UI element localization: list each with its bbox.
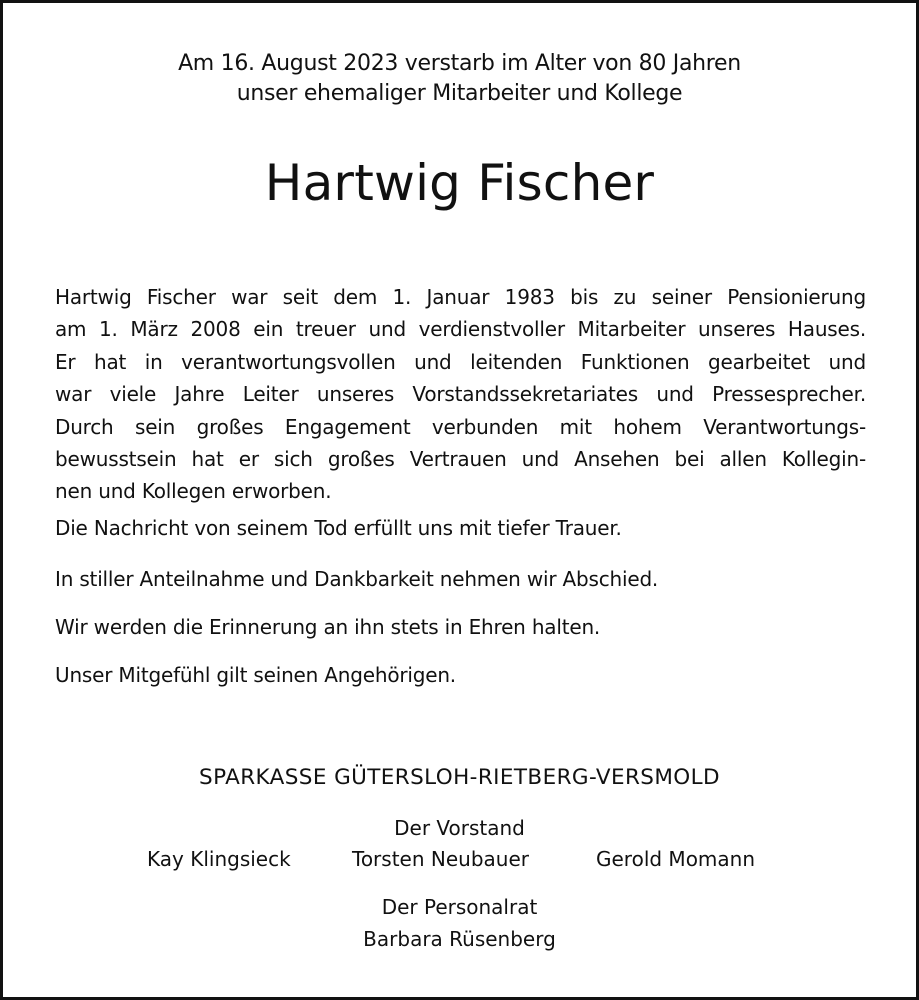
mourning-sentence: Die Nachricht von seinem Tod erfüllt uns mit tiefer Trauer.: [55, 516, 622, 540]
career-paragraph-line: Hartwig Fischer war seit dem 1. Januar 1983 bis zu seiner Pensionierung: [55, 285, 866, 309]
board-member-name: Kay Klingsieck: [147, 847, 291, 871]
career-paragraph: [55, 281, 866, 508]
intro-line-role: unser ehemaliger Mitarbeiter und Kollege: [236, 81, 683, 106]
deceased-name: Hartwig Fischer: [264, 154, 655, 212]
intro-line-date-age: Am 16. August 2023 verstarb im Alter von 80 Jahren: [178, 51, 741, 76]
career-paragraph-line: Durch sein großes Engagement verbunden mit hohem Verantwortungs-: [55, 414, 866, 439]
staff-council-label: Der Personalrat: [381, 895, 538, 919]
board-member-name: Torsten Neubauer: [352, 847, 529, 871]
sympathy-sentence: Unser Mitgefühl gilt seinen Angehörigen.: [55, 663, 456, 687]
board-member-name: Gerold Momann: [596, 847, 756, 871]
organization-name: SPARKASSE GÜTERSLOH-RIETBERG-VERSMOLD: [199, 765, 720, 790]
career-paragraph-line: war viele Jahre Leiter unseres Vorstandssekretariates und Pressesprecher.: [55, 382, 866, 407]
career-paragraph-line: Er hat in verantwortungsvollen und leitenden Funktionen gearbeitet und: [55, 349, 866, 374]
career-paragraph-line: bewusstsein hat er sich großes Vertrauen und Ansehen bei allen Kollegin-: [55, 447, 866, 472]
remembrance-sentence: Wir werden die Erinnerung an ihn stets in Ehren halten.: [55, 615, 601, 639]
board-label: Der Vorstand: [394, 816, 525, 840]
board-signatures: [0, 844, 919, 874]
farewell-sentence: In stiller Anteilnahme und Dankbarkeit nehmen wir Abschied.: [55, 567, 659, 591]
career-paragraph-line: am 1. März 2008 ein treuer und verdienstvoller Mitarbeiter unseres Hauses.: [55, 317, 866, 342]
staff-council-member-name: Barbara Rüsenberg: [363, 927, 556, 951]
career-paragraph-line: nen und Kollegen erworben.: [55, 479, 332, 504]
